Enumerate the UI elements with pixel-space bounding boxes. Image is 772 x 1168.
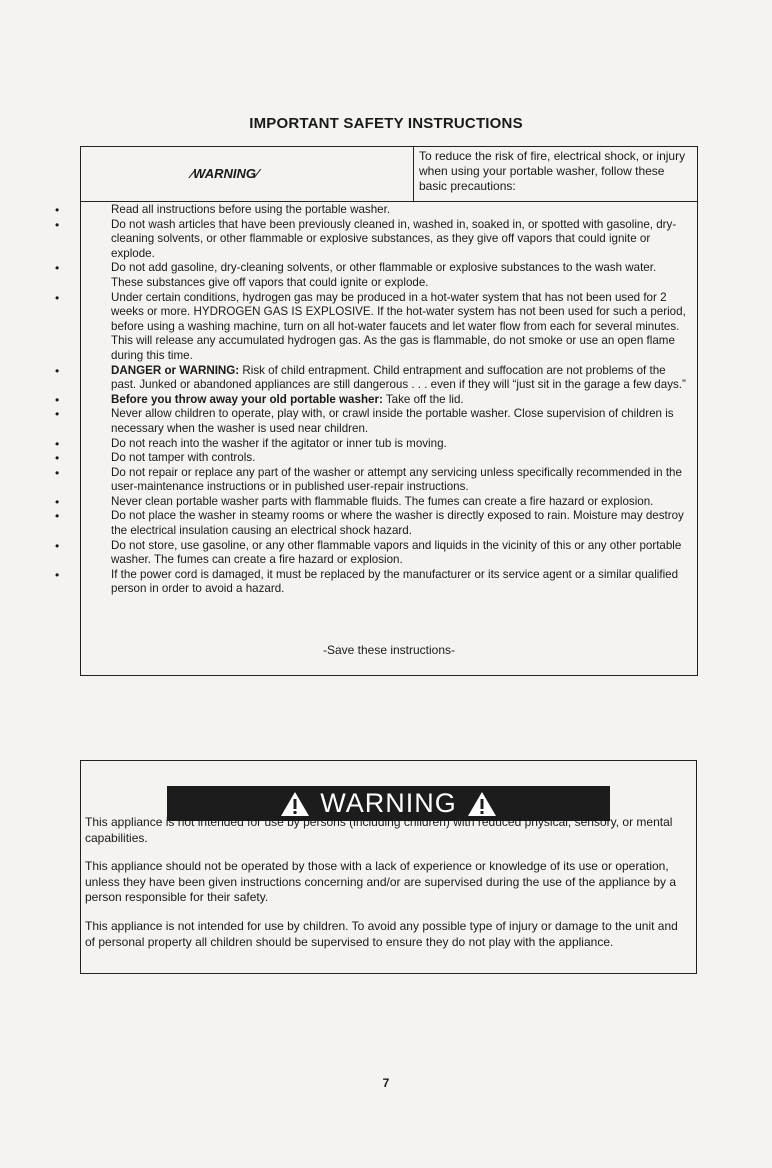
slash-mark-left: ⁄ <box>191 166 194 181</box>
list-item: • Do not place the washer in steamy rooms or where the washer is directly exposed to rain. Moisture may destroy the electrical insulation causing an electrical shock hazard. <box>81 509 697 538</box>
warning-label <box>191 166 258 181</box>
list-item: • Never clean portable washer parts with flammable fluids. The fumes can create a fire hazard or explosion. <box>81 495 697 510</box>
list-item: • DANGER or WARNING: Risk of child entrapment. Child entrapment and suffocation are not problems of the past. Junked or abandoned appliances are still dangerous . . . even if they will “just sit in the garage a few days.” <box>81 364 697 393</box>
warning-header-left <box>81 147 414 201</box>
list-item: • Do not tamper with controls. <box>81 451 697 466</box>
warning-banner-text: WARNING <box>320 788 457 818</box>
slash-mark-right: ⁄ <box>256 166 259 181</box>
warning-paragraph: This appliance should not be operated by those with a lack of experience or knowledge of its use or operation, unless they have been given instructions concerning and/or are supervised during the use of the appliance by a person responsible for their safety. <box>85 859 677 904</box>
warning-header-text: To reduce the risk of fire, electrical shock, or injury when using your portable washer, follow these basic precautions: <box>419 149 686 193</box>
list-item: • Do not add gasoline, dry-cleaning solvents, or other flammable or explosive substances to the wash water. These substances give off vapors that could ignite or explode. <box>81 261 697 290</box>
list-item: • Before you throw away your old portable washer: Take off the lid. <box>81 393 697 408</box>
page-title: IMPORTANT SAFETY INSTRUCTIONS <box>249 115 523 132</box>
list-item: • Do not reach into the washer if the agitator or inner tub is moving. <box>81 437 697 452</box>
safety-list <box>81 203 697 597</box>
warning-header <box>81 147 697 202</box>
list-item: • Do not store, use gasoline, or any other flammable vapors and liquids in the vicinity of this or any other portable washer. The fumes can create a fire hazard or explosion. <box>81 539 697 568</box>
warning-triangle-icon <box>280 791 310 817</box>
list-item: • If the power cord is damaged, it must be replaced by the manufacturer or its service agent or a similar qualified person in order to avoid a hazard. <box>81 568 697 597</box>
warning-label-text: WARNING <box>193 166 257 181</box>
list-item: • Under certain conditions, hydrogen gas may be produced in a hot-water system that has not been used for 2 weeks or more. HYDROGEN GAS IS EXPLOSIVE. If the hot-water system has not been used for such a period, before using a washing machine, turn on all hot-water faucets and let water flow from each for several minutes. This will release any accumulated hydrogen gas. As the gas is flammable, do not smoke or use an open flame during this time. <box>81 291 697 364</box>
list-item: • Do not wash articles that have been previously cleaned in, washed in, soaked in, or spotted with gasoline, dry-cleaning solvents, or other flammable or explosive substances, as they give off vapors that could ignite or explode. <box>81 218 697 262</box>
warning-paragraph: This appliance is not intended for use by persons (including children) with reduced physical, sensory, or mental capabilities. <box>85 815 673 845</box>
safety-instructions-box <box>80 146 698 676</box>
list-item: • Read all instructions before using the portable washer. <box>81 203 697 218</box>
list-item: • Do not repair or replace any part of the washer or attempt any servicing unless specifically recommended in the user-maintenance instructions or in published user-repair instructions. <box>81 466 697 495</box>
warning-paragraph: This appliance is not intended for use by children. To avoid any possible type of injury or damage to the unit and of personal property all children should be supervised to ensure they do not play with the appliance. <box>85 919 678 949</box>
list-item: • Never allow children to operate, play with, or crawl inside the portable washer. Close supervision of children is necessary when the washer is used near children. <box>81 407 697 436</box>
save-instructions-text: -Save these instructions- <box>322 643 456 657</box>
warning-triangle-icon <box>467 791 497 817</box>
warning-box <box>80 760 697 974</box>
page-number: 7 <box>382 1076 390 1090</box>
